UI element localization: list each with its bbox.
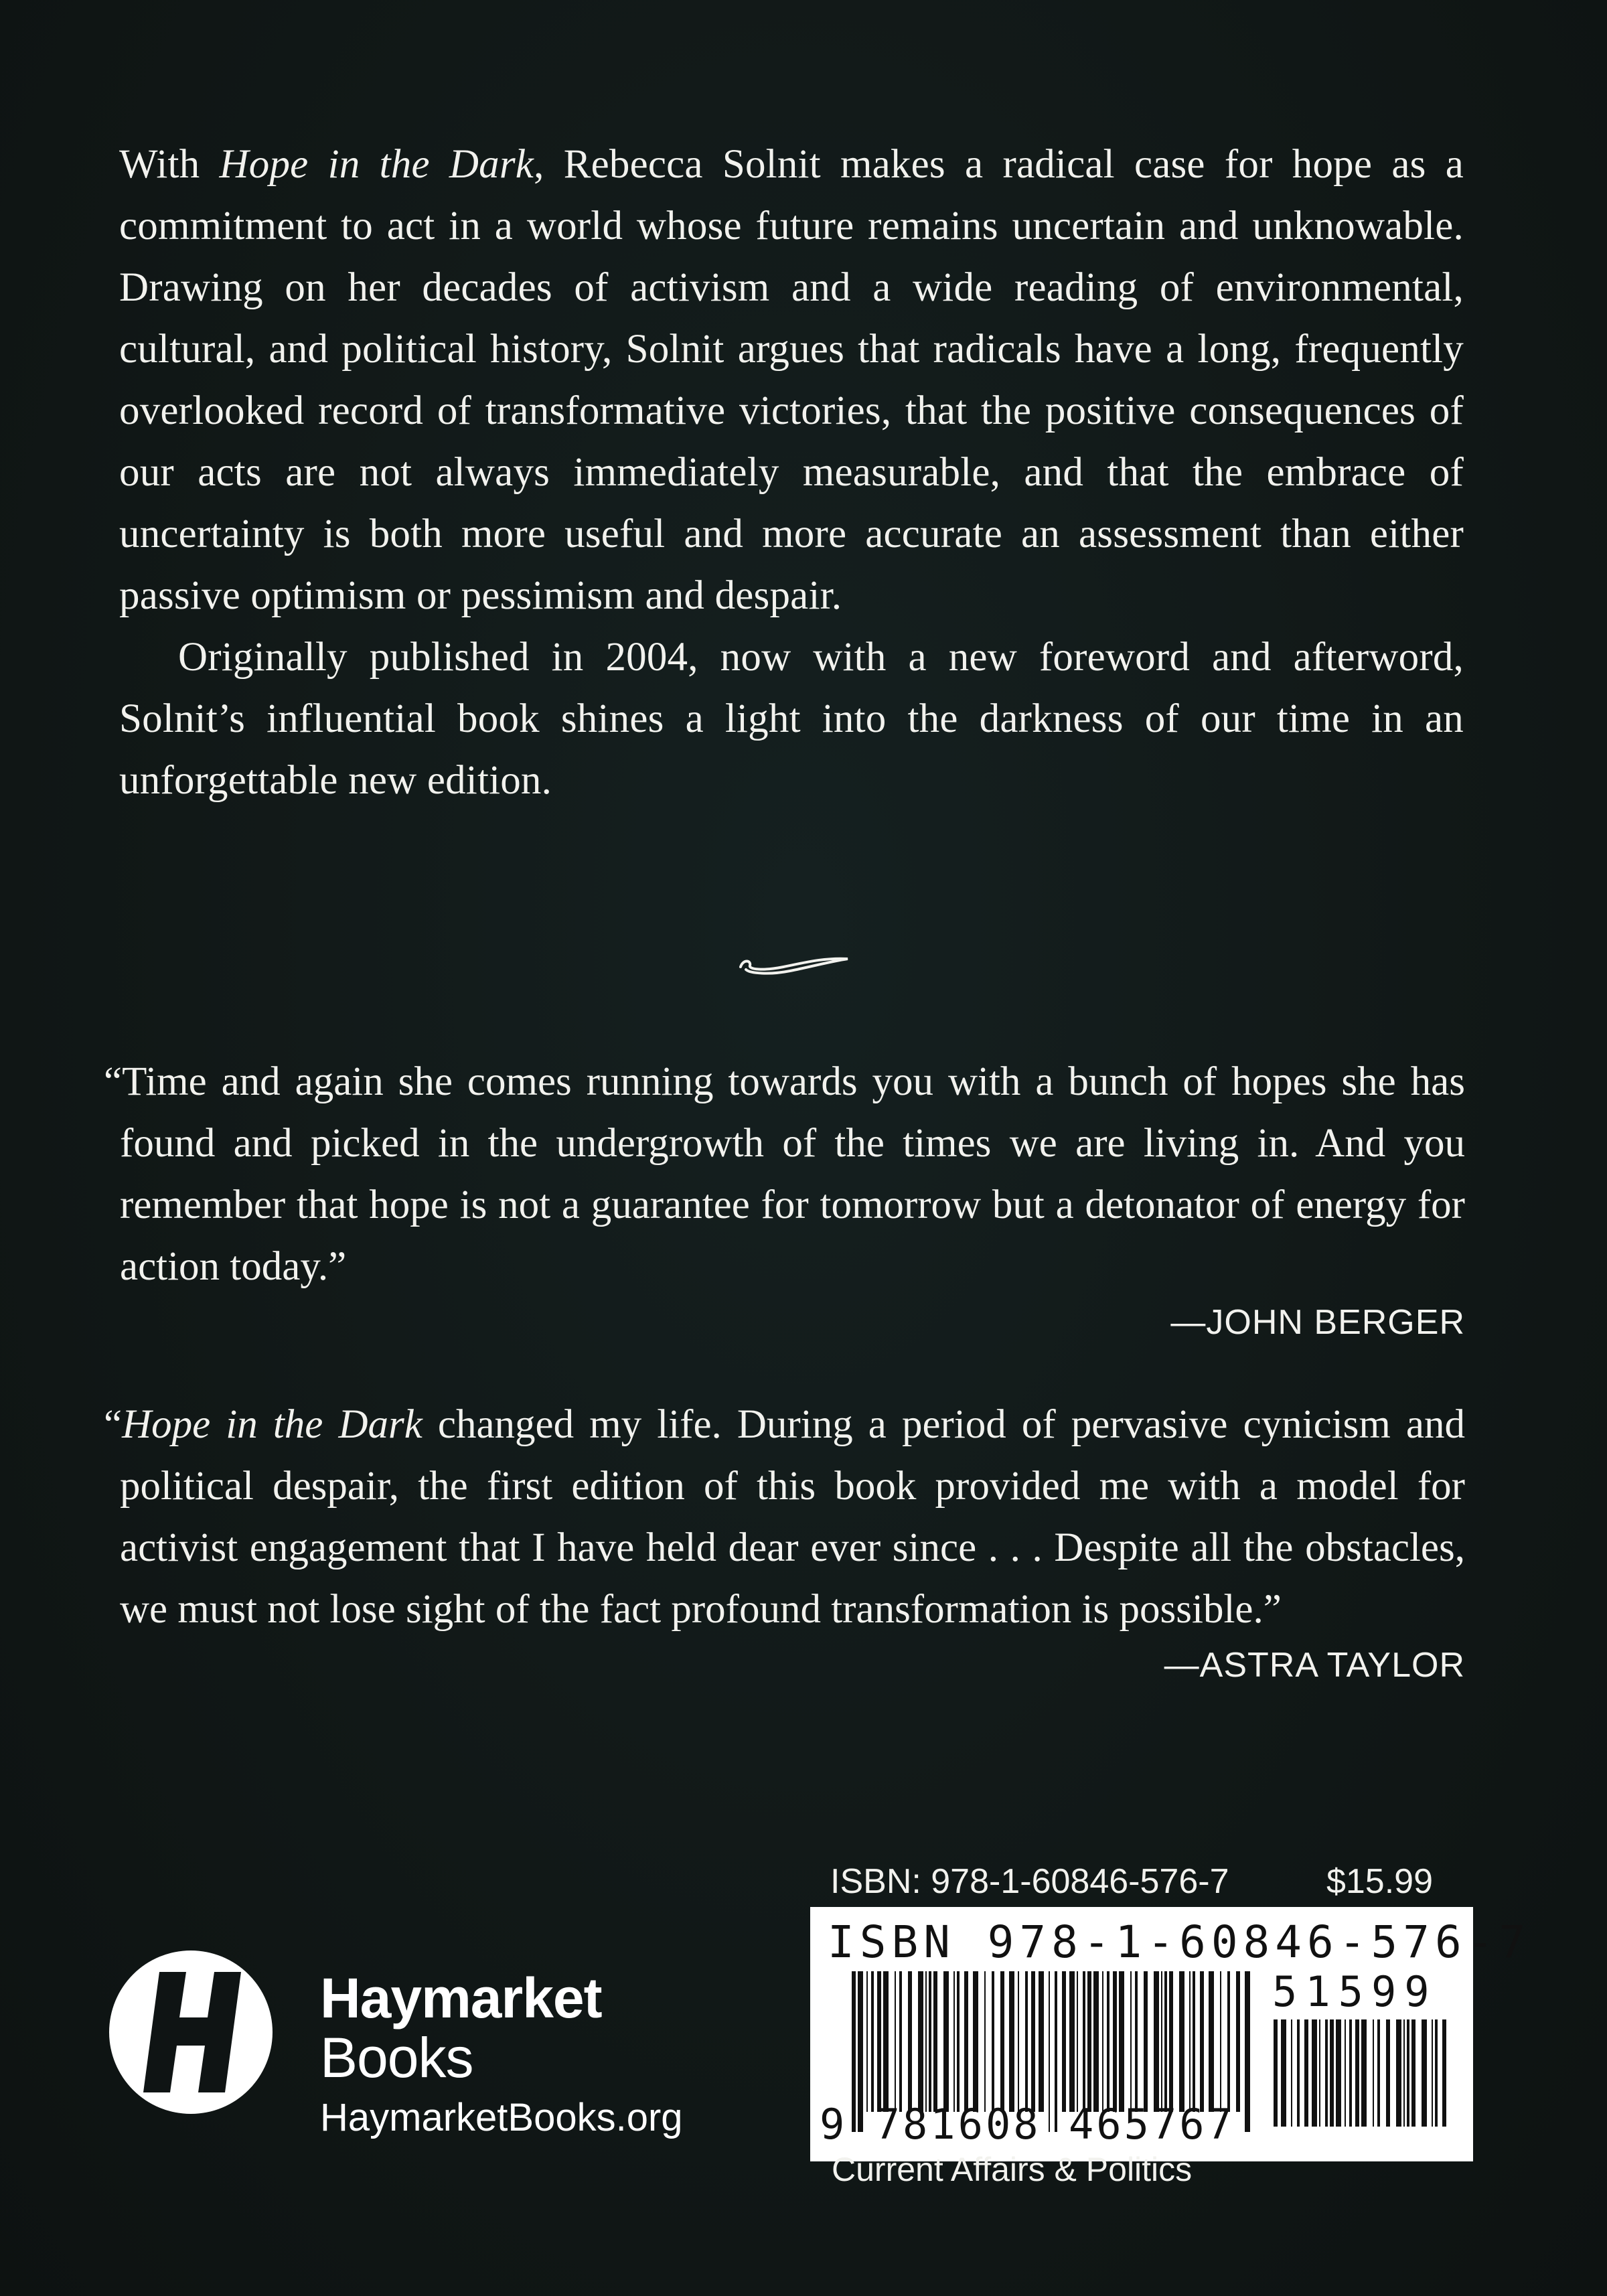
- barcode-bar: [992, 1971, 994, 2112]
- barcode-bar: [1442, 2019, 1446, 2127]
- barcode-bar: [1077, 1971, 1078, 2112]
- description-paragraph-2: Originally published in 2004, now with a new foreword and afterword, Solnit’s influential book shines a light into the darkness of our time in an unforgettable new edition.: [119, 635, 1464, 803]
- barcode-bar: [1349, 2019, 1352, 2127]
- barcode-bar: [1274, 2019, 1278, 2127]
- endorsement-quote-berger: [104, 1051, 1465, 1346]
- price-code-text: 51599: [1272, 1967, 1438, 2016]
- barcode-bar: [973, 1971, 978, 2112]
- ornament-swash-icon: [737, 949, 850, 976]
- subject-category: Current Affairs & Politics: [832, 2151, 1193, 2188]
- isbn-label: ISBN: 978-1-60846-576-7: [830, 1862, 1229, 1901]
- barcode-bar: [1403, 2019, 1405, 2127]
- barcode-bar: [1083, 1971, 1085, 2112]
- barcode-bar: [1377, 2019, 1380, 2127]
- barcode-bar: [918, 1971, 923, 2112]
- book-title-italic: Hope in the Dark: [219, 142, 534, 187]
- haymarket-logo-icon: [107, 1945, 275, 2119]
- price-label: $15.99: [1326, 1862, 1433, 1901]
- barcode-bar: [1312, 2019, 1317, 2127]
- book-description: [119, 134, 1464, 812]
- barcode-bar: [866, 1971, 868, 2112]
- barcode-bar: [1193, 1971, 1195, 2112]
- barcode-isbn-text: ISBN 978-1-60846-576-7: [828, 1916, 1531, 1968]
- barcode-bar: [943, 1971, 949, 2112]
- barcode-bar: [1179, 1971, 1184, 2112]
- barcode-bar: [984, 1971, 986, 2112]
- barcode-bar: [1018, 1971, 1019, 2112]
- barcode-bar: [1169, 1971, 1173, 2112]
- barcode-bar: [1130, 1971, 1132, 2112]
- barcode-bar: [1396, 2019, 1401, 2127]
- barcode-bar: [1330, 2019, 1334, 2127]
- barcode-bar: [933, 1971, 937, 2112]
- description-paragraph-1: With Hope in the Dark, Rebecca Solnit makes a radical case for hope as a commitment to act in a world whose future remains uncertain and unknowable. Drawing on her decades of activism and a wide reading of environmental, cultural, and political history, Solnit argues that radicals have a long, frequently overlooked record of transformative victories, that the positive consequences of our acts are not always immediately measurable, and that the embrace of uncertainty is both more useful and more accurate an assessment than either passive optimism or pessimism and despair.: [119, 142, 1464, 618]
- barcode-bar: [899, 1971, 902, 2112]
- barcode-bar: [1107, 1971, 1109, 2112]
- barcode-bar: [1291, 2019, 1292, 2127]
- barcode-bar: [1355, 2019, 1359, 2127]
- barcode-bar: [953, 1971, 955, 2112]
- barcode-bar: [1069, 1971, 1075, 2112]
- quote-attribution: —ASTRA TAYLOR: [1164, 1646, 1465, 1685]
- barcode-bar: [1422, 2019, 1427, 2127]
- barcode-bar: [871, 1971, 874, 2112]
- barcode-bar: [1236, 1971, 1240, 2112]
- isbn-price-line: [830, 1861, 1433, 1902]
- barcode-bar: [1227, 1971, 1230, 2112]
- barcode-bar: [1200, 1971, 1204, 2112]
- quote-attribution: —JOHN BERGER: [1170, 1303, 1465, 1342]
- price-barcode-bars: [1272, 2019, 1453, 2147]
- barcode-bar: [1336, 2019, 1341, 2127]
- endorsement-quote-taylor: [104, 1394, 1465, 1689]
- barcode-bar: [895, 1971, 896, 2112]
- barcode-bar: [1432, 2019, 1433, 2127]
- ean-digits-text: 9 781608 465767: [820, 2100, 1235, 2149]
- barcode-bar: [1031, 1971, 1035, 2112]
- barcode-bar: [1411, 2019, 1415, 2127]
- barcode-bar: [1154, 1971, 1159, 2112]
- barcode-bar: [964, 1971, 968, 2112]
- barcode-bar: [1361, 2019, 1367, 2127]
- barcode-bar: [1039, 1971, 1044, 2112]
- publisher-name-line2: Books: [320, 2026, 473, 2089]
- quote-text: “Time and again she comes running towards you with a bunch of hopes she has found and picked in the undergrowth of the times we are living in. And you remember that hope is not a guarantee for tomorrow but a detonator of energy for action today.”: [104, 1059, 1465, 1289]
- barcode-bar: [883, 1971, 889, 2112]
- barcode-bar: [1102, 1971, 1103, 2112]
- barcode-bar: [1009, 1971, 1014, 2112]
- barcode-bar: [1087, 1971, 1091, 2112]
- barcode-bar: [1135, 1971, 1138, 2112]
- barcode-bar: [1325, 2019, 1328, 2127]
- book-title-italic: Hope in the Dark: [122, 1402, 423, 1447]
- barcode-bar: [1119, 1971, 1124, 2112]
- barcode-bar: [1297, 2019, 1300, 2127]
- publisher-name-line1: Haymarket: [320, 1967, 602, 2030]
- publisher-url: HaymarketBooks.org: [320, 2096, 683, 2139]
- publisher-block: [320, 1969, 683, 2148]
- barcode-bar: [1189, 1971, 1191, 2112]
- barcode-bar: [908, 1971, 912, 2112]
- barcode-bar: [1304, 2019, 1308, 2127]
- barcode-bar: [1000, 1971, 1004, 2112]
- barcode-bar: [1209, 1971, 1214, 2112]
- barcode-bar: [1373, 2019, 1374, 2127]
- barcode: [810, 1907, 1531, 2161]
- barcode-bar: [1093, 1971, 1099, 2112]
- barcode-bar: [1245, 1971, 1250, 2132]
- barcode-bar: [1025, 1971, 1028, 2112]
- barcode-bar: [1435, 2019, 1438, 2127]
- barcode-bar: [1407, 2019, 1409, 2127]
- barcode-bar: [1386, 2019, 1390, 2127]
- barcode-bar: [1164, 1971, 1167, 2112]
- barcode-bar: [1319, 2019, 1320, 2127]
- barcode-bar: [877, 1971, 881, 2112]
- barcode-bar: [925, 1971, 927, 2112]
- barcode-bar: [957, 1971, 960, 2112]
- barcode-bar: [1345, 2019, 1346, 2127]
- quote-text: “Hope in the Dark changed my life. During a period of pervasive cynicism and political despair, the first edition of this book provided me with a model for activist engagement that I have held dear ever since . . . Despite all the obstacles, we must not lose sight of the fact profound transformation is possible.”: [104, 1402, 1465, 1632]
- barcode-bar: [1220, 1971, 1221, 2112]
- barcode-bar: [1113, 1971, 1117, 2112]
- barcode-bar: [1062, 1971, 1066, 2112]
- barcode-bar: [1161, 1971, 1162, 2112]
- barcode-bar: [1281, 2019, 1286, 2127]
- barcode-bar: [929, 1971, 931, 2112]
- barcode-bar: [1144, 1971, 1148, 2112]
